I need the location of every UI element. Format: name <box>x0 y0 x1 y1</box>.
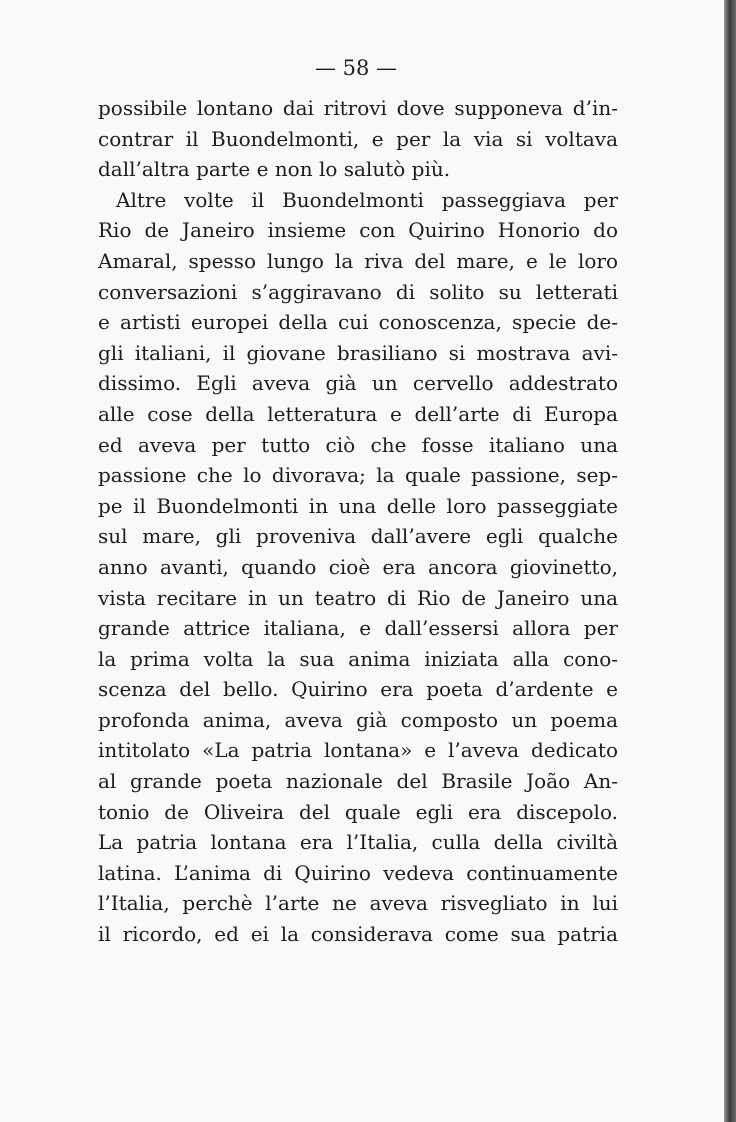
text-line: dall’altra parte e non lo salutò più. <box>98 157 451 182</box>
text-line: intitolato «La patria lontana» e l’aveva dedicato <box>98 738 618 763</box>
text-line: ed aveva per tutto ciò che fosse italiano una <box>98 432 618 457</box>
text-line: contrar il Buondelmonti, e per la via si voltava <box>98 126 618 151</box>
text-line: l’Italia, perchè l’arte ne aveva risvegliato in lui <box>98 891 618 916</box>
text-line: La patria lontana era l’Italia, culla della civiltà <box>98 830 618 855</box>
text-line: Altre volte il Buondelmonti passeggiava per <box>116 187 618 212</box>
text-line: Rio de Janeiro insieme con Quirino Honorio do <box>98 218 618 243</box>
text-line: al grande poeta nazionale del Brasile João An- <box>98 769 618 794</box>
text-line: anno avanti, quando cioè era ancora giovinetto, <box>98 554 618 579</box>
text-line: vista recitare in un teatro di Rio de Janeiro una <box>98 585 618 610</box>
text-line: e artisti europei della cui conoscenza, specie de- <box>98 310 618 335</box>
text-line: possibile lontano dai ritrovi dove supponeva d’in- <box>98 96 618 120</box>
text-line: grande attrice italiana, e dall’essersi allora per <box>98 616 618 641</box>
text-line: Amaral, spesso lungo la riva del mare, e le loro <box>98 248 618 273</box>
text-line: il ricordo, ed ei la considerava come sua patria <box>98 922 618 947</box>
text-line: conversazioni s’aggiravano di solito su letterati <box>98 279 618 304</box>
text-line: tonio de Oliveira del quale egli era discepolo. <box>98 799 618 824</box>
text-line: pe il Buondelmonti in una delle loro passeggiate <box>98 493 618 518</box>
text-line: alle cose della letteratura e dell’arte di Europa <box>98 401 618 426</box>
text-line: la prima volta la sua anima iniziata alla cono- <box>98 646 618 671</box>
body-text <box>98 93 618 950</box>
text-line: profonda anima, aveva già composto un poema <box>98 707 618 732</box>
text-line: passione che lo divorava; la quale passione, sep- <box>98 463 618 488</box>
page-edge-shadow <box>724 0 736 1122</box>
text-line: dissimo. Egli aveva già un cervello addestrato <box>98 371 618 396</box>
text-line: gli italiani, il giovane brasiliano si mostrava avi- <box>98 340 618 365</box>
text-line: sul mare, gli proveniva dall’avere egli qualche <box>98 524 618 549</box>
page-number: — 58 — <box>314 56 398 80</box>
text-line: latina. L’anima di Quirino vedeva continuamente <box>98 860 618 885</box>
text-line: scenza del bello. Quirino era poeta d’ardente e <box>98 677 618 702</box>
